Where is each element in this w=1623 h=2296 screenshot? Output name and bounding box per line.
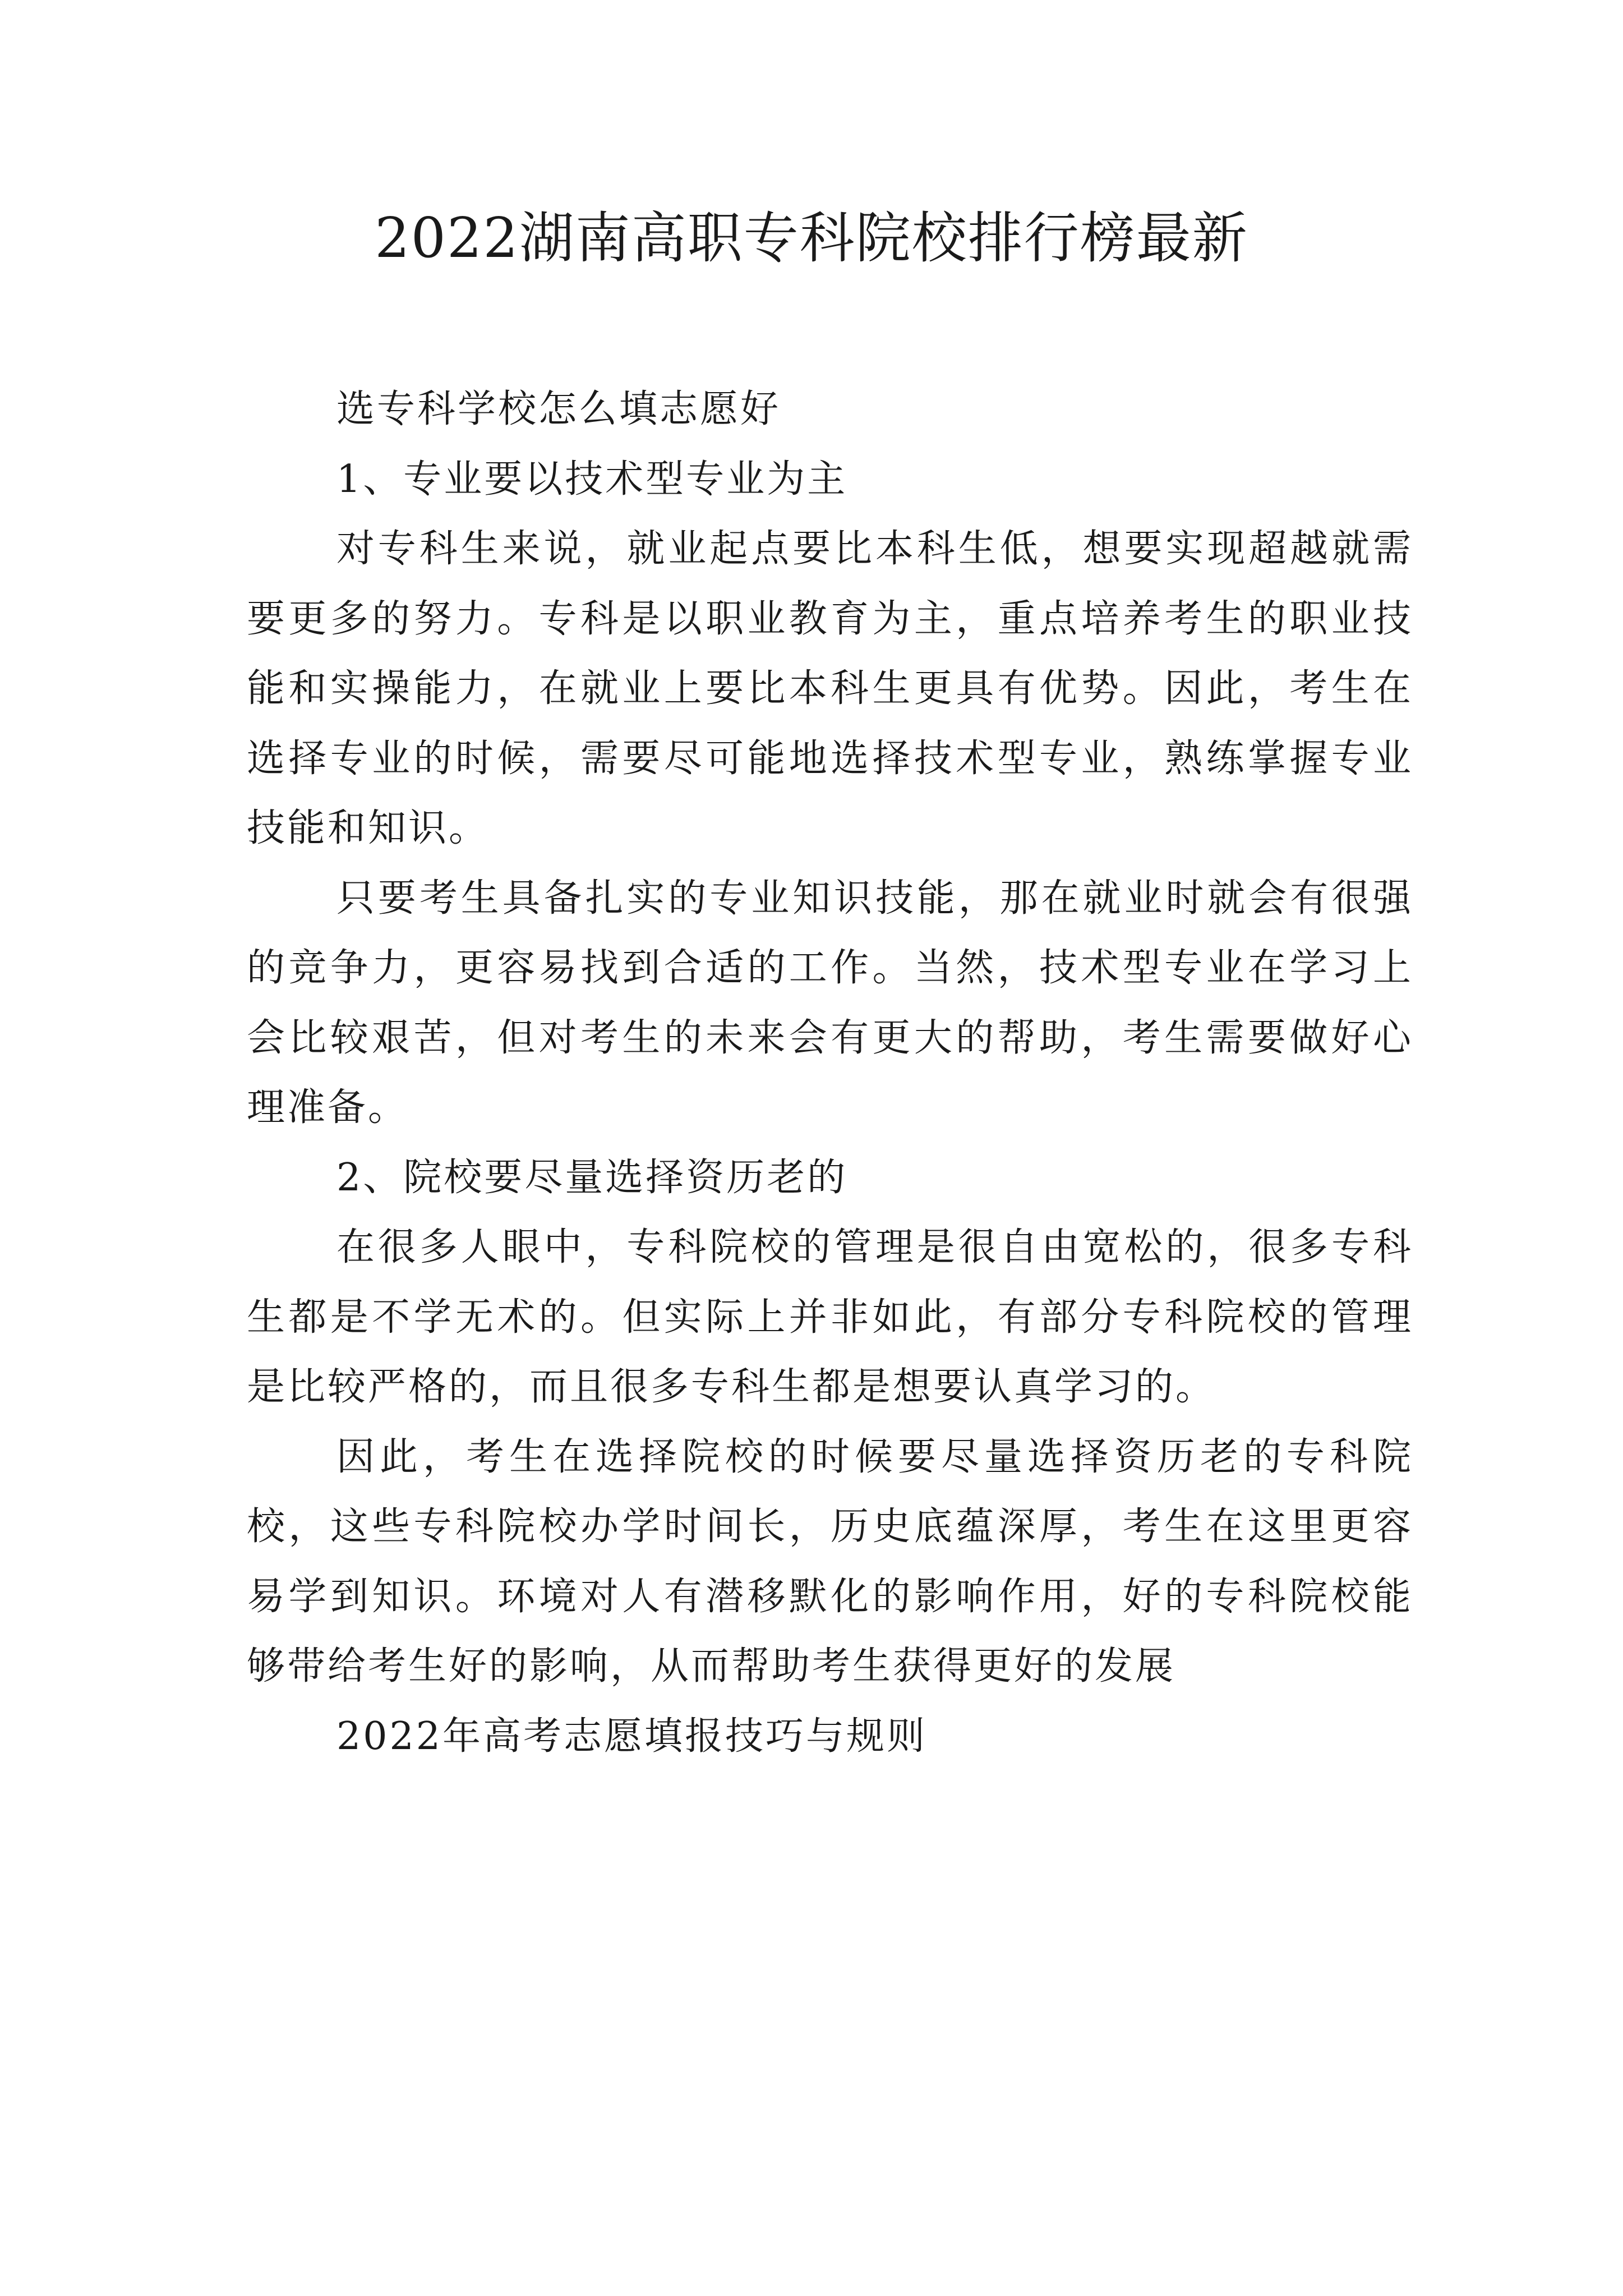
paragraph: 对专科生来说，就业起点要比本科生低，想要实现超越就需要更多的努力。专科是以职业教育为主，重点培养考生的职业技能和实操能力，在就业上要比本科生更具有优势。因此，考生在选择专业的时候，需要尽可能地选择技术型专业，熟练掌握专业技能和知识。 [247,527,1413,850]
paragraph: 因此，考生在选择院校的时候要尽量选择资历老的专科院校，这些专科院校办学时间长，历史底蕴深厚，考生在这里更容易学到知识。环境对人有潜移默化的影响作用，好的专科院校能够带给考生好的影响，从而帮助考生获得更好的发展 [247,1434,1413,1688]
paragraph-heading: 2022年高考志愿填报技巧与规则 [336,1714,928,1759]
paragraph: 在很多人眼中，专科院校的管理是很自由宽松的，很多专科生都是不学无术的。但实际上并非如此，有部分专科院校的管理是比较严格的，而且很多专科生都是想要认真学习的。 [247,1225,1413,1409]
paragraph-subheading: 1、专业要以技术型专业为主 [336,457,848,501]
paragraph-heading: 选专科学校怎么填志愿好 [336,387,781,431]
paragraph: 只要考生具备扎实的专业知识技能，那在就业时就会有很强的竞争力，更容易找到合适的工作。当然，技术型专业在学习上会比较艰苦，但对考生的未来会有更大的帮助，考生需要做好心理准备。 [247,876,1413,1130]
document-title: 2022湖南高职专科院校排行榜最新 [375,206,1248,270]
document-body [247,375,1413,1772]
paragraph-subheading: 2、院校要尽量选择资历老的 [336,1155,848,1200]
